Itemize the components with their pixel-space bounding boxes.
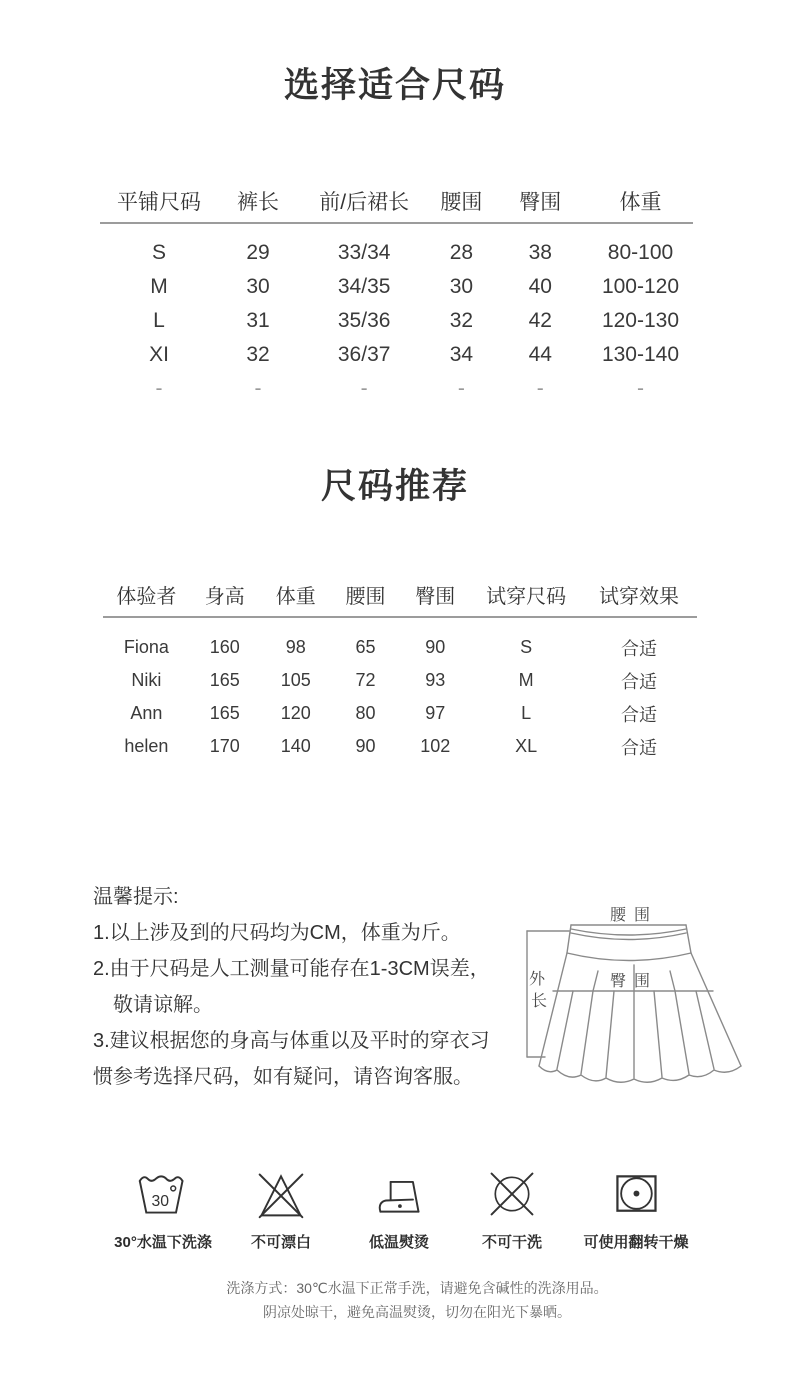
cell: Fiona [123,637,169,657]
cell: 34/35 [337,275,391,298]
recommend-table [103,572,697,763]
col-header-tried-size: 试穿尺码 [471,572,581,617]
col-header-waist: 腰围 [430,180,492,223]
cell: 合适 [621,638,658,659]
cell: 合适 [621,737,658,758]
size-table-header-row [100,180,693,223]
cell: 80-100 [607,241,674,264]
cell: L [521,703,532,723]
washing-instructions [100,1276,734,1324]
cell: 140 [280,736,311,756]
col-header-weight: 体重 [260,572,332,617]
cell: 72 [355,670,376,690]
washing-instruction-line: 洗涤方式：30℃水温下正常手洗，请避免含碱性的洗涤用品。 [226,1280,608,1296]
care-label: 30°水温下洗涤 [114,1234,212,1251]
care-label: 不可干洗 [481,1234,542,1251]
cell: 120 [280,703,311,723]
cell: 33/34 [337,241,391,264]
no-bleach-icon [251,1168,311,1220]
table-row-ann [103,697,697,730]
cell: 34 [449,343,474,366]
cell: 32 [449,309,474,332]
cell: 90 [355,736,376,756]
skirt-measure-diagram [515,885,760,1095]
cell: XI [149,343,169,366]
cell: XL [515,736,538,756]
cell: 36/37 [337,343,391,366]
tumble-dry-icon [606,1168,666,1220]
cell: 93 [425,670,446,690]
cell: S [151,241,166,264]
table-row-fiona [103,617,697,664]
tips-line: 敬请谅解。 [113,994,213,1016]
cell: 65 [355,637,376,657]
wash-30-icon [133,1168,193,1220]
table-row-s [100,223,693,270]
cell: - [360,377,368,400]
cell: 90 [425,637,446,657]
cell: 30 [246,275,270,298]
care-label: 可使用翻转干燥 [583,1234,689,1251]
recommend-table-title: 尺码推荐 [320,467,469,506]
cell: 31 [246,309,270,332]
cell: 170 [209,736,240,756]
wash-temp-value: 30 [151,1193,169,1211]
cell: 29 [246,241,270,264]
cell: 30 [449,275,474,298]
cell: 105 [280,670,311,690]
cell: 44 [528,343,552,366]
cell: 合适 [621,704,658,725]
tips-line: 3.建议根据您的身高与体重以及平时的穿衣习 [93,1030,490,1052]
cell: 38 [528,241,552,264]
cell: Ann [130,703,163,723]
tips-line: 1.以上涉及到的尺码均为CM，体重为斤。 [93,922,461,944]
cell: helen [124,736,169,756]
col-header-hip: 臀围 [399,572,471,617]
cell: 42 [528,309,552,332]
col-header-tester: 体验者 [103,572,190,617]
tips-block [93,879,523,1095]
cell: 40 [528,275,552,298]
outer-length-label: 外 [528,971,546,988]
table-row-l [100,304,693,338]
cell: 120-130 [601,309,680,332]
size-table-title: 选择适合尺码 [283,66,506,105]
cell: M [150,275,168,298]
col-header-fit-result: 试穿效果 [581,572,697,617]
care-label: 不可漂白 [250,1234,311,1251]
cell: 165 [209,703,240,723]
col-header-height: 身高 [190,572,260,617]
cell: 合适 [621,671,658,692]
cell: 160 [209,637,240,657]
col-header-weight: 体重 [588,180,693,223]
tips-heading: 温馨提示: [93,886,179,908]
table-row-helen [103,730,697,763]
cell: M [518,670,534,690]
table-row-m [100,270,693,304]
cell: - [536,377,544,400]
cell: 102 [420,736,451,756]
cell: - [457,377,465,400]
cell: - [155,377,163,400]
cell: 165 [209,670,240,690]
care-label: 低温熨烫 [368,1234,429,1251]
no-dryclean-icon [482,1168,542,1220]
cell: 98 [285,637,306,657]
cell: 80 [355,703,376,723]
cell: - [254,377,262,400]
col-header-pants-length: 裤长 [218,180,298,223]
low-iron-icon [369,1168,429,1220]
cell: 35/36 [337,309,391,332]
cell: S [520,637,533,657]
table-row-niki [103,664,697,697]
cell: 28 [449,241,474,264]
cell: L [153,309,165,332]
waist-label: 腰围 [609,907,659,924]
washing-instruction-line: 阴凉处晾干，避免高温熨烫，切勿在阳光下暴晒。 [263,1304,571,1320]
col-header-skirt-length: 前/后裙长 [298,180,430,223]
outer-length-label: 长 [530,993,548,1010]
col-header-flat-size: 平铺尺码 [100,180,218,223]
care-item-tumble-dry [561,1168,711,1252]
col-header-waist: 腰围 [332,572,400,617]
cell: 32 [246,343,270,366]
cell: 100-120 [601,275,680,298]
size-table [100,180,693,406]
col-header-hip: 臀围 [493,180,588,223]
table-row-xl [100,338,693,372]
cell: - [637,377,644,400]
cell: Niki [131,670,162,690]
tips-line: 2.由于尺码是人工测量可能存在1-3CM误差， [93,958,490,980]
cell: 97 [425,703,446,723]
hip-label: 臀围 [609,973,659,990]
recommend-table-header-row [103,572,697,617]
table-row-empty [100,372,693,406]
cell: 130-140 [601,343,680,366]
tips-line: 惯参考选择尺码，如有疑问，请咨询客服。 [93,1066,473,1088]
